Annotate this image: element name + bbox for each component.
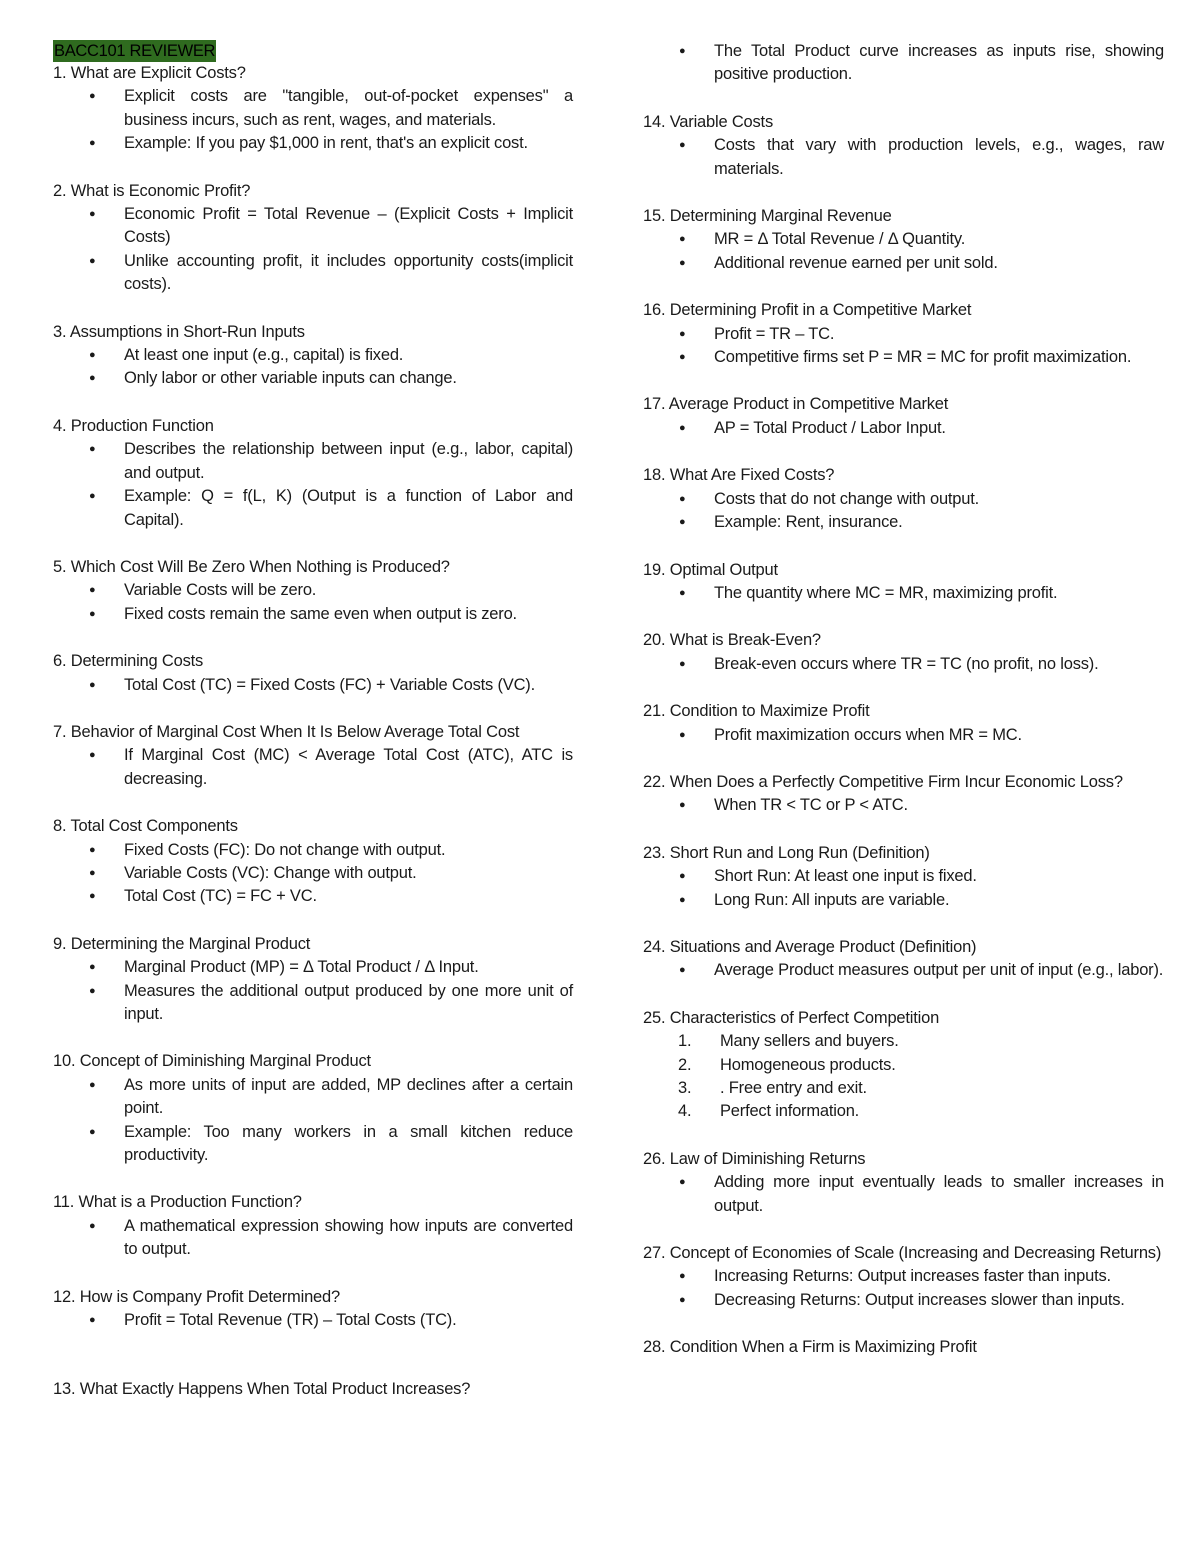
- bullet-list: [53, 203, 573, 297]
- question-heading: 3. Assumptions in Short-Run Inputs: [53, 322, 305, 341]
- question-section: [643, 111, 1164, 181]
- bullet-item: ● Additional revenue earned per unit sold.: [643, 252, 1164, 275]
- question-section: [643, 1242, 1164, 1312]
- question-heading: 13. What Exactly Happens When Total Product Increases?: [53, 1380, 471, 1399]
- question-heading: 25. Characteristics of Perfect Competition: [643, 1008, 940, 1027]
- bullet-item: ● Variable Costs (VC): Change with output.: [53, 862, 573, 885]
- bullet-list: [643, 865, 1164, 912]
- question-section: [53, 721, 573, 791]
- bullet-item: ● Costs that vary with production levels, e.g., wages, raw materials.: [643, 134, 1164, 181]
- bullet-item: ● Measures the additional output produced by one more unit of input.: [53, 980, 573, 1027]
- bullet-item: ● The Total Product curve increases as inputs rise, showing positive production.: [643, 40, 1164, 87]
- question-heading: 5. Which Cost Will Be Zero When Nothing is Produced?: [53, 557, 450, 576]
- bullet-list: [53, 674, 573, 697]
- bullet-list: [643, 488, 1164, 535]
- continued-bullets: [643, 40, 1164, 87]
- question-heading: 10. Concept of Diminishing Marginal Product: [53, 1052, 371, 1071]
- item-number: 4.: [678, 1102, 692, 1121]
- bullet-item: ● As more units of input are added, MP declines after a certain point.: [53, 1074, 573, 1121]
- question-section: [643, 299, 1164, 369]
- question-section: [53, 1191, 573, 1261]
- numbered-item: [643, 1100, 1164, 1123]
- bullet-list: [643, 724, 1164, 747]
- bullet-list: [643, 228, 1164, 275]
- question-section: [53, 650, 573, 697]
- bullet-item: ● Profit = TR – TC.: [643, 323, 1164, 346]
- question-section: [643, 1336, 1164, 1359]
- question-heading: 19. Optimal Output: [643, 560, 778, 579]
- question-section: [643, 842, 1164, 912]
- bullet-item: ● The quantity where MC = MR, maximizing profit.: [643, 582, 1164, 605]
- bullet-item: ● Adding more input eventually leads to smaller increases in output.: [643, 1171, 1164, 1218]
- question-section: [643, 1007, 1164, 1124]
- bullet-item: ● A mathematical expression showing how inputs are converted to output.: [53, 1215, 573, 1262]
- question-section: [53, 62, 573, 156]
- bullet-item: ● Profit = Total Revenue (TR) – Total Costs (TC).: [53, 1309, 573, 1332]
- right-column: [643, 40, 1164, 1384]
- bullet-item: ● If Marginal Cost (MC) < Average Total Cost (ATC), ATC is decreasing.: [53, 744, 573, 791]
- item-number: 3.: [678, 1079, 692, 1097]
- question-section: [643, 559, 1164, 606]
- question-section: [643, 700, 1164, 747]
- question-section: [643, 629, 1164, 676]
- question-section: [643, 464, 1164, 534]
- bullet-item: ● Example: Q = f(L, K) (Output is a function of Labor and Capital).: [53, 485, 573, 532]
- bullet-list: [53, 1309, 573, 1332]
- bullet-item: ● Fixed costs remain the same even when output is zero.: [53, 603, 573, 626]
- question-heading: 28. Condition When a Firm is Maximizing Profit: [643, 1338, 977, 1357]
- question-heading: 27. Concept of Economies of Scale (Increasing and Decreasing Returns): [643, 1244, 1162, 1263]
- bullet-list: [643, 1265, 1164, 1312]
- continued-section: [643, 40, 1164, 87]
- bullet-list: [643, 323, 1164, 370]
- question-heading: 12. How is Company Profit Determined?: [53, 1287, 340, 1306]
- bullet-list: [643, 653, 1164, 676]
- bullet-list: [643, 1171, 1164, 1218]
- bullet-item: ● Example: If you pay $1,000 in rent, that's an explicit cost.: [53, 132, 573, 155]
- question-section: [643, 393, 1164, 440]
- bullet-item: ● Example: Too many workers in a small kitchen reduce productivity.: [53, 1121, 573, 1168]
- item-number: 1.: [678, 1032, 692, 1051]
- bullet-item: ● Example: Rent, insurance.: [643, 511, 1164, 534]
- question-section: [643, 936, 1164, 983]
- bullet-list: [643, 134, 1164, 181]
- question-section: [643, 205, 1164, 275]
- doc-title-wrap: [53, 40, 573, 62]
- bullet-item: ● MR = Δ Total Revenue / Δ Quantity.: [643, 228, 1164, 251]
- bullet-item: ● Increasing Returns: Output increases faster than inputs.: [643, 1265, 1164, 1288]
- question-section: [53, 556, 573, 626]
- bullet-item: ● When TR < TC or P < ATC.: [643, 794, 1164, 817]
- numbered-item: [643, 1077, 1164, 1100]
- item-text: . Free entry and exit.: [720, 1079, 867, 1097]
- bullet-item: ● At least one input (e.g., capital) is fixed.: [53, 344, 573, 367]
- bullet-item: ● Average Product measures output per unit of input (e.g., labor).: [643, 959, 1164, 982]
- question-heading: 14. Variable Costs: [643, 112, 773, 131]
- question-heading: 9. Determining the Marginal Product: [53, 934, 311, 953]
- bullet-item: ● Unlike accounting profit, it includes opportunity costs(implicit costs).: [53, 250, 573, 297]
- question-heading: 23. Short Run and Long Run (Definition): [643, 843, 930, 862]
- question-section: [53, 1050, 573, 1167]
- doc-title: BACC101 REVIEWER: [54, 42, 216, 60]
- question-heading: 17. Average Product in Competitive Market: [643, 395, 949, 414]
- bullet-list: [53, 1215, 573, 1262]
- bullet-item: ● Total Cost (TC) = Fixed Costs (FC) + Variable Costs (VC).: [53, 674, 573, 697]
- item-text: Homogeneous products.: [720, 1055, 896, 1074]
- question-heading: 8. Total Cost Components: [53, 817, 238, 836]
- bullet-list: [53, 956, 573, 1026]
- question-section: [643, 1148, 1164, 1218]
- question-section: [53, 321, 573, 391]
- bullet-item: ● Long Run: All inputs are variable.: [643, 889, 1164, 912]
- bullet-item: ● Break-even occurs where TR = TC (no profit, no loss).: [643, 653, 1164, 676]
- question-heading: 4. Production Function: [53, 416, 214, 435]
- question-section: [53, 1378, 573, 1401]
- bullet-item: ● Short Run: At least one input is fixed.: [643, 865, 1164, 888]
- left-column: [53, 40, 573, 1426]
- question-section: [53, 415, 573, 532]
- bullet-list: [53, 85, 573, 155]
- bullet-list: [53, 1074, 573, 1168]
- bullet-item: ● Decreasing Returns: Output increases slower than inputs.: [643, 1289, 1164, 1312]
- question-heading: 6. Determining Costs: [53, 652, 204, 671]
- question-heading: 7. Behavior of Marginal Cost When It Is Below Average Total Cost: [53, 722, 520, 741]
- bullet-item: ● Total Cost (TC) = FC + VC.: [53, 885, 573, 908]
- bullet-list: [643, 794, 1164, 817]
- question-section: [643, 771, 1164, 818]
- question-heading: 26. Law of Diminishing Returns: [643, 1149, 866, 1168]
- question-heading: 18. What Are Fixed Costs?: [643, 466, 835, 485]
- question-section: [53, 180, 573, 297]
- bullet-item: ● Profit maximization occurs when MR = MC.: [643, 724, 1164, 747]
- question-heading: 20. What is Break-Even?: [643, 631, 821, 650]
- bullet-item: ● Variable Costs will be zero.: [53, 579, 573, 602]
- numbered-item: [643, 1054, 1164, 1077]
- bullet-list: [53, 438, 573, 532]
- bullet-list: [53, 579, 573, 626]
- bullet-list: [643, 582, 1164, 605]
- right-sections: [643, 111, 1164, 1360]
- question-section: [53, 1286, 573, 1333]
- bullet-item: ● Economic Profit = Total Revenue – (Explicit Costs + Implicit Costs): [53, 203, 573, 250]
- item-number: 2.: [678, 1055, 692, 1074]
- question-heading: 1. What are Explicit Costs?: [53, 64, 246, 82]
- bullet-item: ● AP = Total Product / Labor Input.: [643, 417, 1164, 440]
- question-heading: 21. Condition to Maximize Profit: [643, 702, 870, 721]
- question-heading: 15. Determining Marginal Revenue: [643, 207, 892, 226]
- bullet-item: ● Marginal Product (MP) = Δ Total Product / Δ Input.: [53, 956, 573, 979]
- item-text: Perfect information.: [720, 1102, 860, 1121]
- bullet-item: ● Explicit costs are "tangible, out-of-pocket expenses" a business incurs, such as rent, wages, and materials.: [53, 85, 573, 132]
- bullet-list: [53, 344, 573, 391]
- bullet-item: ● Competitive firms set P = MR = MC for profit maximization.: [643, 346, 1164, 369]
- bullet-item: ● Fixed Costs (FC): Do not change with output.: [53, 839, 573, 862]
- bullet-item: ● Describes the relationship between input (e.g., labor, capital) and output.: [53, 438, 573, 485]
- question-heading: 11. What is a Production Function?: [53, 1193, 302, 1212]
- bullet-list: [53, 744, 573, 791]
- question-heading: 2. What is Economic Profit?: [53, 181, 251, 200]
- question-heading: 16. Determining Profit in a Competitive Market: [643, 301, 972, 320]
- question-section: [53, 933, 573, 1027]
- question-heading: 24. Situations and Average Product (Definition): [643, 937, 977, 956]
- bullet-list: [53, 839, 573, 909]
- bullet-item: ● Only labor or other variable inputs can change.: [53, 367, 573, 390]
- item-text: Many sellers and buyers.: [720, 1032, 899, 1051]
- question-section: [53, 815, 573, 909]
- bullet-list: [643, 959, 1164, 982]
- numbered-list: [643, 1030, 1164, 1124]
- question-heading: 22. When Does a Perfectly Competitive Firm Incur Economic Loss?: [643, 772, 1123, 791]
- bullet-item: ● Costs that do not change with output.: [643, 488, 1164, 511]
- bullet-list: [643, 417, 1164, 440]
- left-sections: [53, 62, 573, 1402]
- numbered-item: [643, 1030, 1164, 1053]
